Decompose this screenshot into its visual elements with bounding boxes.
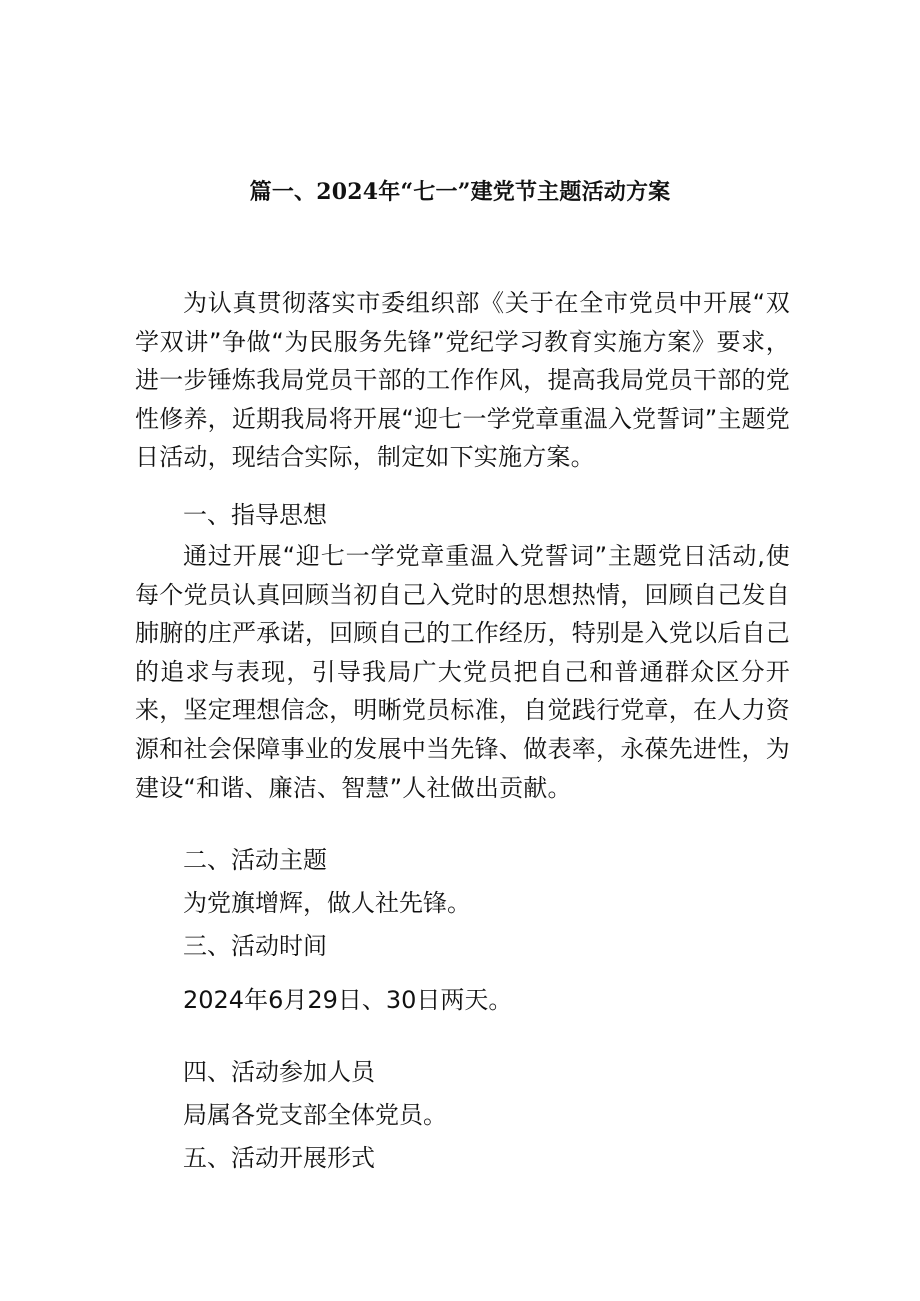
section-body-guiding-thought: 通过开展“迎七一学党章重温入党誓词”主题党日活动,使每个党员认真回顾当初自己入党时的思想热情，回顾自己发自肺腑的庄严承诺，回顾自己的工作经历，特别是入党以后自己的追求与表现，引导我局广大党员把自己和普通群众区分开来，坚定理想信念，明晰党员标准，自觉践行党章，在人力资源和社会保障事业的发展中当先锋、做表率，永葆先进性，为建设“和谐、廉洁、智慧”人社做出贡献。 (135, 542, 790, 802)
section-body-activity-theme: 为党旗增辉，做人社先锋。 (183, 889, 471, 917)
section-heading-guiding-thought: 一、指导思想 (183, 501, 327, 529)
section-heading-activity-time: 三、活动时间 (183, 932, 327, 960)
intro-paragraph: 为认真贯彻落实市委组织部《关于在全市党员中开展“双学双讲”争做“为民服务先锋”党纪学习教育实施方案》要求，进一步锤炼我局党员干部的工作作风，提高我局党员干部的党性修养，近期我局将开展“迎七一学党章重温入党誓词”主题党日活动，现结合实际，制定如下实施方案。 (135, 289, 790, 472)
section-body-participants: 局属各党支部全体党员。 (183, 1101, 447, 1129)
section-body-activity-time: 2024年6月29日、30日两天。 (183, 986, 513, 1014)
section-heading-participants: 四、活动参加人员 (183, 1058, 375, 1086)
document-title: 篇一、2024年“七一”建党节主题活动方案 (249, 179, 671, 205)
section-heading-activity-format: 五、活动开展形式 (183, 1144, 375, 1172)
section-heading-activity-theme: 二、活动主题 (183, 846, 327, 874)
